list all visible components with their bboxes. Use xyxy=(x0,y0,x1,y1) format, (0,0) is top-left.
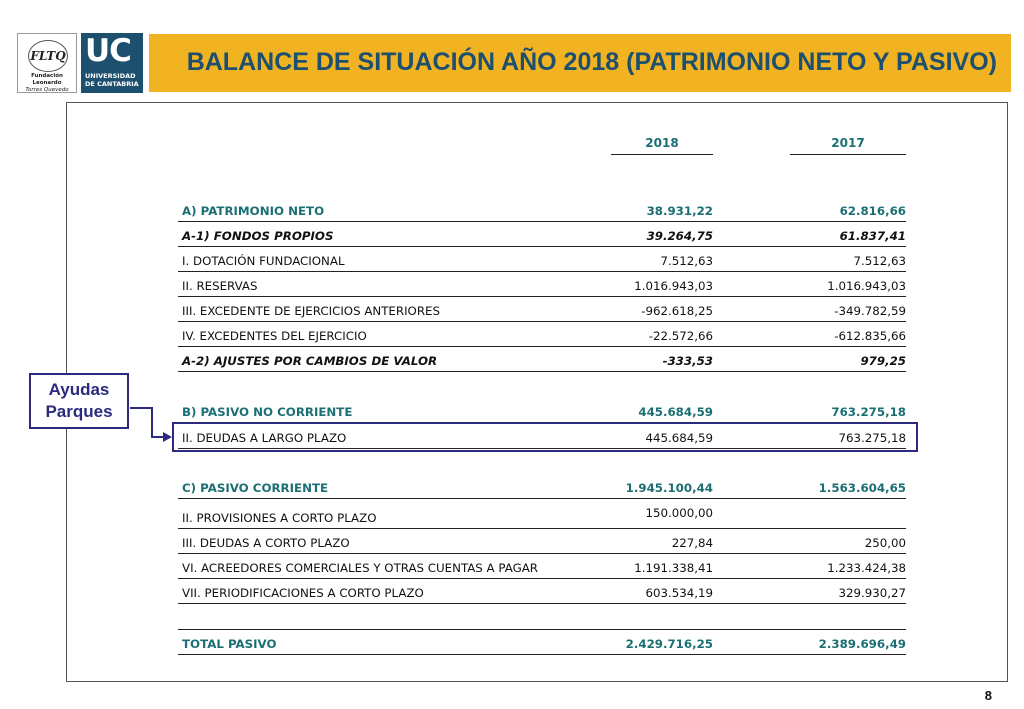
row-value-2018: 227,84 xyxy=(671,536,713,550)
row-value-2017: 250,00 xyxy=(864,536,906,550)
table-row-excedentes-ejercicio xyxy=(178,322,906,347)
row-value-2017: -612.835,66 xyxy=(834,329,906,343)
table-row-dotacion xyxy=(178,247,906,272)
row-label: B) PASIVO NO CORRIENTE xyxy=(182,405,353,419)
row-value-2017: 329.930,27 xyxy=(838,586,906,600)
row-value-2018: 38.931,22 xyxy=(646,204,713,218)
table-row-acreedores xyxy=(178,554,906,579)
row-value-2018: 445.684,59 xyxy=(645,431,713,445)
table-row-periodificaciones xyxy=(178,579,906,604)
page-number: 8 xyxy=(984,688,992,703)
table-row-pasivo-corriente xyxy=(178,474,906,499)
table-row-fondos-propios xyxy=(178,222,906,247)
row-label: A-2) AJUSTES POR CAMBIOS DE VALOR xyxy=(182,354,438,368)
uc-logo xyxy=(81,33,143,93)
table-row-deudas-corto-plazo xyxy=(178,529,906,554)
highlight-box xyxy=(172,422,918,452)
table-row-pasivo-no-corriente xyxy=(178,398,906,423)
row-value-2018: 1.191.338,41 xyxy=(634,561,713,575)
table-row-patrimonio-neto xyxy=(178,197,906,222)
row-label: III. DEUDAS A CORTO PLAZO xyxy=(182,536,350,550)
row-value-2018: 603.534,19 xyxy=(645,586,713,600)
row-value-2017: 1.016.943,03 xyxy=(827,279,906,293)
row-value-2018: 445.684,59 xyxy=(638,405,713,419)
uc-logo-line1: UNIVERSIDAD xyxy=(85,72,136,80)
row-value-2017: 1.563.604,65 xyxy=(818,481,906,495)
row-label: II. RESERVAS xyxy=(182,279,258,293)
title-bar xyxy=(149,34,1011,92)
row-value-2017: 979,25 xyxy=(860,354,906,368)
row-value-2017: 62.816,66 xyxy=(839,204,906,218)
row-value-2018: 2.429.716,25 xyxy=(625,637,713,651)
row-value-2018: 7.512,63 xyxy=(660,254,713,268)
column-header-2017: 2017 xyxy=(790,135,906,155)
row-label: I. DOTACIÓN FUNDACIONAL xyxy=(182,254,345,268)
callout-ayudas-parques xyxy=(29,373,129,429)
page-title: BALANCE DE SITUACIÓN AÑO 2018 (PATRIMONIO NETO Y PASIVO) xyxy=(186,48,997,76)
row-value-2017: 763.275,18 xyxy=(831,405,906,419)
row-label: IV. EXCEDENTES DEL EJERCICIO xyxy=(182,329,367,343)
row-label: A) PATRIMONIO NETO xyxy=(182,204,325,218)
row-value-2017: -349.782,59 xyxy=(834,304,906,318)
row-value-2017: 7.512,63 xyxy=(853,254,906,268)
row-value-2017: 61.837,41 xyxy=(839,229,906,243)
fltq-logo-line1: Fundación Leonardo xyxy=(31,73,63,86)
row-value-2018: 1.945.100,44 xyxy=(625,481,713,495)
row-label: TOTAL PASIVO xyxy=(182,637,277,651)
row-value-2018: -962.618,25 xyxy=(641,304,713,318)
table-row-total-pasivo xyxy=(178,629,906,655)
column-header-2018: 2018 xyxy=(611,135,713,155)
callout-line1: Ayudas xyxy=(48,380,110,399)
row-label: III. EXCEDENTE DE EJERCICIOS ANTERIORES xyxy=(182,304,440,318)
row-value-2018: 39.264,75 xyxy=(646,229,713,243)
table-row-provisiones xyxy=(178,500,906,529)
fltq-logo xyxy=(17,33,77,93)
row-label: II. PROVISIONES A CORTO PLAZO xyxy=(182,511,377,525)
row-label: II. DEUDAS A LARGO PLAZO xyxy=(182,431,347,445)
row-value-2018: -22.572,66 xyxy=(648,329,713,343)
callout-line2: Parques xyxy=(45,402,113,421)
row-value-2017: 763.275,18 xyxy=(838,431,906,445)
row-label: C) PASIVO CORRIENTE xyxy=(182,481,329,495)
table-row-excedente-anteriores xyxy=(178,297,906,322)
fltq-logo-mark: FLTQ xyxy=(28,40,68,72)
uc-logo-line2: DE CANTABRIA xyxy=(85,80,139,88)
row-label: VII. PERIODIFICACIONES A CORTO PLAZO xyxy=(182,586,424,600)
row-value-2018: -333,53 xyxy=(662,354,713,368)
row-value-2017: 1.233.424,38 xyxy=(827,561,906,575)
row-value-2017: 2.389.696,49 xyxy=(818,637,906,651)
row-value-2018: 150.000,00 xyxy=(645,506,713,520)
row-label: VI. ACREEDORES COMERCIALES Y OTRAS CUENTAS A PAGAR xyxy=(182,561,538,575)
row-label: A-1) FONDOS PROPIOS xyxy=(182,229,334,243)
uc-logo-mark: UC xyxy=(85,33,131,69)
row-value-2018: 1.016.943,03 xyxy=(634,279,713,293)
table-row-ajustes xyxy=(178,347,906,372)
fltq-logo-line2: Torres Quevedo xyxy=(25,87,69,93)
table-row-reservas xyxy=(178,272,906,297)
